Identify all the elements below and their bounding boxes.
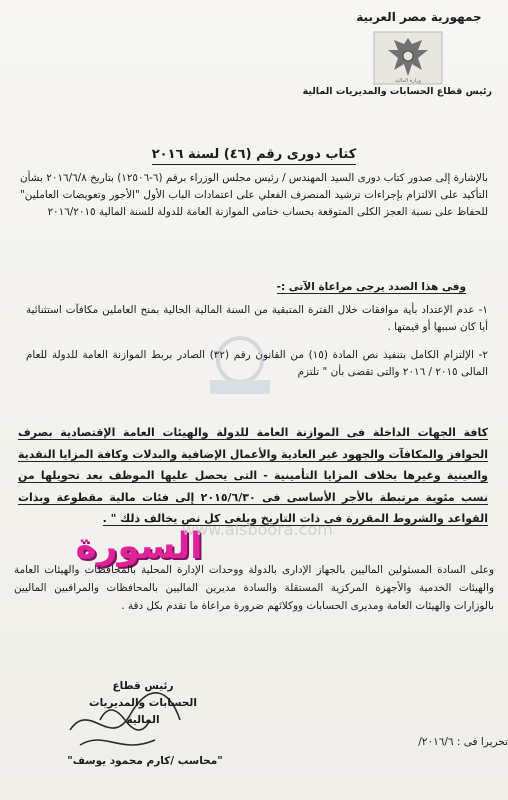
subheading	[277, 281, 466, 293]
intro-paragraph: بالإشارة إلى صدور كتاب دورى السيد المهندس / رئيس مجلس الوزراء برقم (٦-١٢٥٠٦) بتاريخ ٢٠١٦/٦/٨ بشأن التأكيد على الالتزام بإجراءات ترشيد المنصرف الفعلي على اعتمادات الباب الأول "الأجور وتعويضات العاملين" للحفاظ على نسبة العجز الكلى المتوقعة بحساب ختامى الموازنة العامة للدولة للسنة المالية ٢٠١٦/٢٠١٥	[20, 172, 488, 218]
signature-block	[78, 678, 208, 729]
ministry-emblem-icon	[372, 30, 444, 86]
sector-line: رئيس قطاع الحسابات والمديريات المالية	[302, 86, 492, 97]
signatory-name: "محاسب /كارم محمود يوسف"	[67, 755, 223, 767]
letterhead-right	[344, 10, 494, 26]
watermark-logo-text: السورة	[75, 525, 203, 567]
date-line: تحريرا فى : ٢٠١٦/٦/	[418, 736, 508, 748]
document-title	[0, 147, 508, 162]
quoted-article-text	[18, 422, 488, 530]
subheading-text: وفى هذا الصدد يرجى مراعاة الآتى :-	[276, 281, 466, 293]
seal-text: وزارة المالية	[395, 78, 421, 84]
title-text: كتاب دورى رقم (٤٦) لسنة ٢٠١٦	[152, 147, 357, 165]
watermark-logo-icon	[180, 330, 300, 400]
country-line: جمهورية مصر العربية	[356, 10, 482, 24]
closing-paragraph: وعلى السادة المسئولين الماليين بالجهاز الإدارى بالدولة ووحدات الإدارة المحلية بالمحافظات والهيئات العامة والهيئات الخدمية والأجهزة المركزية المستقلة والسادة مديرين الماليين بالمحافظات والمراقبين الماليين بالوزارات والهيئات العامة ومديرى الحسابات ووكلائهم ضرورة مراعاة ما تقدم بكل دقة .	[14, 564, 494, 612]
list-item: ٢- الإلتزام الكامل بتنفيذ نص المادة (١٥) من القانون رقم (٣٢) الصادر بربط الموازنة العامة للدولة للعام المالى ٢٠١٥ / ٢٠١٦ والتى تقضى بأن " تلتزم	[26, 349, 488, 378]
signature-title-line2: الحسابات والمديريات المالية	[89, 697, 197, 726]
watermark-url: www.alsboora.com	[182, 520, 333, 539]
quoted-article-body: كافة الجهات الداخلة فى الموازنة العامة للدولة والهيئات العامة الإقتصادية بصرف الحوافز والمكافآت والجهود غير العادية والأعمال الإضافية والبدلات وكافة المزايا النقدية والعينية وغيرها بخلاف المزايا التأمينية - التى يحصل عليها الموظف بعد تحويلها من نسب مئوية مرتبطة بالأجر الأساسى فى ٢٠١٥/٦/٣٠ إلى فئات مالية مقطوعة وبذات القواعد والشروط المقررة فى ذات التاريخ ويلغى كل نص يخالف ذلك " .	[18, 426, 488, 525]
list-item: ١- عدم الإعتداد بأية موافقات خلال الفترة المتبقية من السنة المالية الحالية بمنح العاملين مكافآت استثنائية أيا كان سببها أو قيمتها .	[26, 304, 488, 333]
signature-title-line1: رئيس قطاع	[112, 680, 174, 692]
